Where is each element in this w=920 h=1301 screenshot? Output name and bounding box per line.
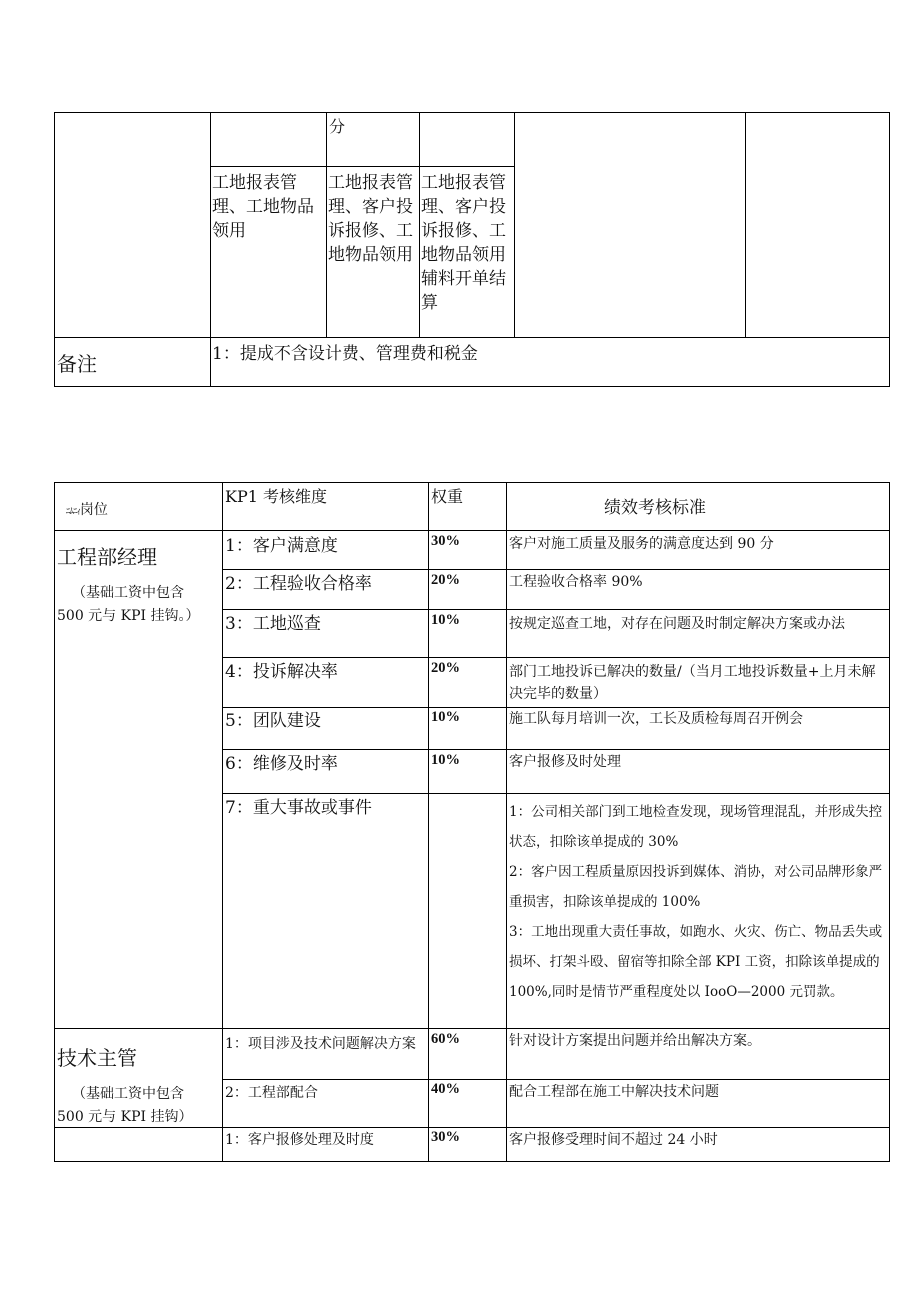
t2-row-line: [222, 1079, 890, 1080]
header-position: [57, 480, 217, 518]
kpi-weight: 20%: [431, 572, 460, 588]
kpi-dimension: 2：工程验收合格率: [225, 574, 372, 594]
kpi-dimension: 3：工地巡查: [225, 614, 321, 634]
header-standard: 绩效考核标准: [604, 498, 706, 518]
kpi-dimension: 6：维修及时率: [225, 754, 338, 774]
t1-left-border: [54, 112, 55, 387]
t1-col-line: [419, 112, 420, 338]
t1-partial-text: 分: [329, 117, 346, 136]
kpi-standard: 针对设计方案提出问题并给出解决方案。: [509, 1033, 761, 1049]
tech-note: 500 元与 KPI 挂钩）: [57, 1109, 193, 1125]
kpi-weight: 20%: [431, 660, 460, 676]
t1-remark-top: [54, 337, 890, 338]
kpi-standard: 部门工地投诉已解决的数量/（当月工地投诉数量+上月未解决完毕的数量）: [509, 664, 876, 702]
t2-row-line: [222, 569, 890, 570]
tech-title: 技术主管: [57, 1046, 137, 1070]
kpi-weight: 10%: [431, 612, 460, 628]
kpi-weight: 60%: [431, 1031, 460, 1047]
manager-title: 工程部经理: [57, 545, 157, 569]
t2-right-border: [889, 482, 890, 1162]
kpi-weight: 30%: [431, 1129, 460, 1145]
header-dimension: KP1 考核维度: [225, 487, 327, 506]
tech-note: （基础工资中包含: [72, 1086, 184, 1102]
t1-right-border: [889, 112, 890, 387]
t2-row-line: [222, 609, 890, 610]
t2-col-line: [506, 482, 507, 1162]
t2-row-line: [222, 793, 890, 794]
t1-col-line: [745, 112, 746, 338]
kpi-weight: 10%: [431, 752, 460, 768]
t1-col-line: [514, 112, 515, 338]
t2-bottom-border: [54, 1161, 890, 1162]
manager-note: 500 元与 KPI 挂钩。）: [57, 608, 200, 624]
kpi-weight: 10%: [431, 709, 460, 725]
t2-row-line: [222, 749, 890, 750]
kpi-dimension: 1：项目涉及技术问题解决方案: [225, 1036, 416, 1052]
t1-cell-text: 工地报表管理、客户投诉报修、工地物品领用辅料开单结算: [421, 173, 506, 313]
kpi-dimension: 4：投诉解决率: [225, 662, 338, 682]
kpi-dimension: 1：客户满意度: [225, 536, 338, 556]
t2-header-line: [54, 530, 890, 531]
kpi-standard: 客户对施工质量及服务的满意度达到 90 分: [509, 536, 774, 552]
kpi-dimension: 1：客户报修处理及时度: [225, 1132, 374, 1148]
t2-row-line: [54, 1127, 890, 1128]
header-weight: 权重: [431, 487, 464, 506]
remark-text: 1：提成不含设计费、管理费和税金: [212, 344, 478, 364]
kpi-dimension: 5：团队建设: [225, 711, 321, 731]
kpi-standard: 工程验收合格率 90%: [509, 574, 643, 590]
t2-left-border: [54, 482, 55, 1162]
kpi-standard: 1：公司相关部门到工地检查发现，现场管理混乱，并形成失控状态，扣除该单提成的 30% 2：客户因工程质量原因投诉到媒体、消协，对公司品牌形象严重损害，扣除该单提成的 100% 3：工地出现重大责任事故，如跑水、火灾、伤亡、物品丢失或损坏、打架斗殴、留宿等扣除全部 KPI 工资，扣除该单提成的 100%,同时是情节严重程度处以 IooO—2000 元罚款。: [509, 804, 883, 1000]
manager-note: （基础工资中包含: [72, 585, 184, 601]
t1-cell-text: 工地报表管理、客户投诉报修、工地物品领用: [328, 173, 413, 265]
t2-row-line: [222, 657, 890, 658]
kpi-standard: 施工队每月培训一次，工长及质检每周召开例会: [509, 711, 803, 727]
t2-section-line: [54, 1028, 890, 1029]
t1-cell-text: 工地报表管理、工地物品领用: [212, 173, 314, 241]
kpi-weight: 30%: [431, 533, 460, 549]
t1-col-line: [210, 112, 211, 387]
kpi-standard: 客户报修受理时间不超过 24 小时: [509, 1132, 718, 1148]
t2-col-line: [428, 482, 429, 1162]
kpi-dimension: 7：重大事故或事件: [225, 798, 372, 818]
kpi-standard: 按规定巡查工地，对存在问题及时制定解决方案或办法: [509, 616, 845, 632]
t2-col-line: [222, 482, 223, 1162]
header-position-label: 岗位: [79, 502, 108, 518]
remark-label: 备注: [57, 352, 97, 376]
header-position-mark: ﾆﾑﾆｨ: [65, 507, 80, 517]
kpi-standard: 配合工程部在施工中解决技术问题: [509, 1084, 719, 1100]
t1-col-line: [326, 112, 327, 338]
kpi-dimension: 2：工程部配合: [225, 1085, 318, 1101]
kpi-weight: 40%: [431, 1081, 460, 1097]
t1-bottom-border: [54, 386, 890, 387]
t1-top-border: [54, 112, 890, 113]
t1-subrow-line: [210, 166, 515, 167]
kpi-standard: 客户报修及时处理: [509, 754, 621, 770]
